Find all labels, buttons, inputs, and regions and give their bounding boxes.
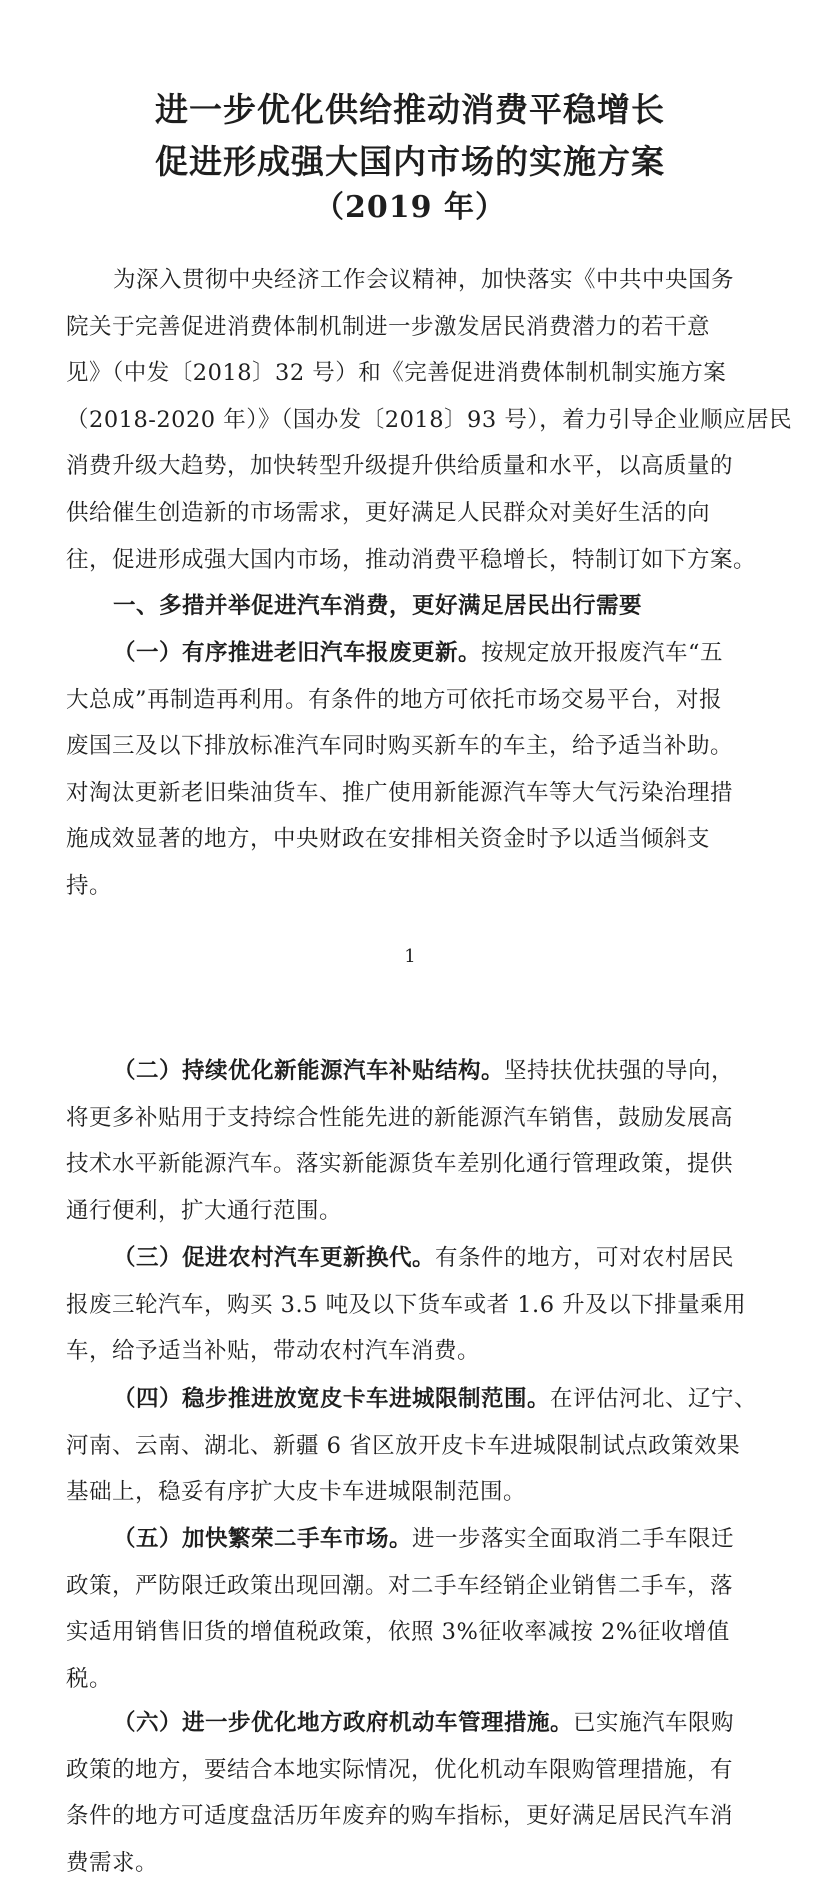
- intro-line: 往，促进形成强大国内市场，推动消费平稳增长，特制订如下方案。: [66, 546, 757, 573]
- paragraph-2: [66, 1048, 766, 1234]
- paragraph-first-line: [66, 1376, 766, 1423]
- paragraph-first-line: [66, 1048, 766, 1095]
- paragraph-line: 将更多补贴用于支持综合性能先进的新能源汽车销售，鼓励发展高: [66, 1104, 734, 1131]
- intro-line: 供给催生创造新的市场需求，更好满足人民群众对美好生活的向: [66, 499, 711, 526]
- document-title-line-1: 进一步优化供给推动消费平稳增长: [155, 90, 665, 129]
- paragraph-line: 报废三轮汽车，购买 3.5 吨及以下货车或者 1.6 升及以下排量乘用: [66, 1291, 747, 1318]
- section-heading: [66, 583, 766, 630]
- paragraph-5: [66, 1516, 766, 1702]
- paragraph-line: 持。: [66, 872, 113, 899]
- paragraph-first-line: [66, 630, 766, 677]
- paragraph-line: 河南、云南、湖北、新疆 6 省区放开皮卡车进城限制试点政策效果: [66, 1432, 741, 1459]
- paragraph-text: 有条件的地方，可对农村居民: [435, 1245, 735, 1271]
- intro-line: 消费升级大趋势，加快转型升级提升供给质量和水平，以高质量的: [66, 453, 734, 480]
- paragraph-heading: （三）促进农村汽车更新换代。: [113, 1245, 436, 1271]
- paragraph-first-line: [66, 1700, 766, 1747]
- intro-line: 院关于完善促进消费体制机制进一步激发居民消费潜力的若干意: [66, 313, 711, 340]
- paragraph-line: 条件的地方可适度盘活历年废弃的购车指标，更好满足居民汽车消: [66, 1803, 734, 1830]
- intro-line: 为深入贯彻中央经济工作会议精神，加快落实《中共中央国务: [113, 267, 735, 293]
- paragraph-first-line: [66, 1516, 766, 1563]
- intro-line: （2018-2020 年）》（国办发〔2018〕93 号），着力引导企业顺应居民: [66, 406, 793, 433]
- paragraph-3: [66, 1235, 766, 1375]
- paragraph-first-line: [66, 1235, 766, 1282]
- paragraph-text: 坚持扶优扶强的导向，: [504, 1058, 735, 1084]
- paragraph-line: 税。: [66, 1665, 113, 1692]
- paragraph-line: 废国三及以下排放标准汽车同时购买新车的车主，给予适当补助。: [66, 733, 734, 760]
- page-number: 1: [404, 946, 416, 967]
- intro-line: 见》（中发〔2018〕32 号）和《完善促进消费体制机制实施方案: [66, 360, 727, 387]
- paragraph-line: 通行便利，扩大通行范围。: [66, 1197, 343, 1224]
- paragraph-line: 大总成”再制造再利用。有条件的地方可依托市场交易平台，对报: [66, 686, 723, 713]
- paragraph-6: [66, 1700, 766, 1886]
- paragraph-text: 进一步落实全面取消二手车限迁: [412, 1526, 735, 1552]
- paragraph-line: 施成效显著的地方，中央财政在安排相关资金时予以适当倾斜支: [66, 826, 711, 853]
- paragraph-line: 实适用销售旧货的增值税政策，依照 3%征收率减按 2%征收增值: [66, 1619, 730, 1646]
- paragraph-text: 按规定放开报废汽车“五: [481, 640, 724, 666]
- paragraph-line: 车，给予适当补贴，带动农村汽车消费。: [66, 1338, 481, 1365]
- paragraph-line: 基础上，稳妥有序扩大皮卡车进城限制范围。: [66, 1479, 527, 1506]
- paragraph-heading: （四）稳步推进放宽皮卡车进城限制范围。: [113, 1386, 551, 1412]
- paragraph-text: 在评估河北、辽宁、: [550, 1386, 758, 1412]
- paragraph-heading: （二）持续优化新能源汽车补贴结构。: [113, 1058, 505, 1084]
- paragraph-line: 对淘汰更新老旧柴油货车、推广使用新能源汽车等大气污染治理措: [66, 779, 734, 806]
- document-title-line-2: 促进形成强大国内市场的实施方案: [155, 142, 665, 181]
- document-title-year: （2019 年）: [314, 190, 506, 225]
- paragraph-heading: （一）有序推进老旧汽车报废更新。: [113, 640, 482, 666]
- section-heading-text: 一、多措并举促进汽车消费，更好满足居民出行需要: [113, 593, 643, 619]
- paragraph-line: 政策，严防限迁政策出现回潮。对二手车经销企业销售二手车，落: [66, 1572, 734, 1599]
- paragraph-heading: （六）进一步优化地方政府机动车管理措施。: [113, 1710, 574, 1736]
- paragraph-line: 技术水平新能源汽车。落实新能源货车差别化通行管理政策，提供: [66, 1151, 734, 1178]
- paragraph-line: 政策的地方，要结合本地实际情况，优化机动车限购管理措施，有: [66, 1756, 734, 1783]
- paragraph-heading: （五）加快繁荣二手车市场。: [113, 1526, 413, 1552]
- paragraph-line: 费需求。: [66, 1849, 159, 1876]
- paragraph-text: 已实施汽车限购: [573, 1710, 735, 1736]
- paragraph-4: [66, 1376, 766, 1516]
- intro-paragraph: [66, 257, 793, 583]
- paragraph-1: [66, 630, 766, 910]
